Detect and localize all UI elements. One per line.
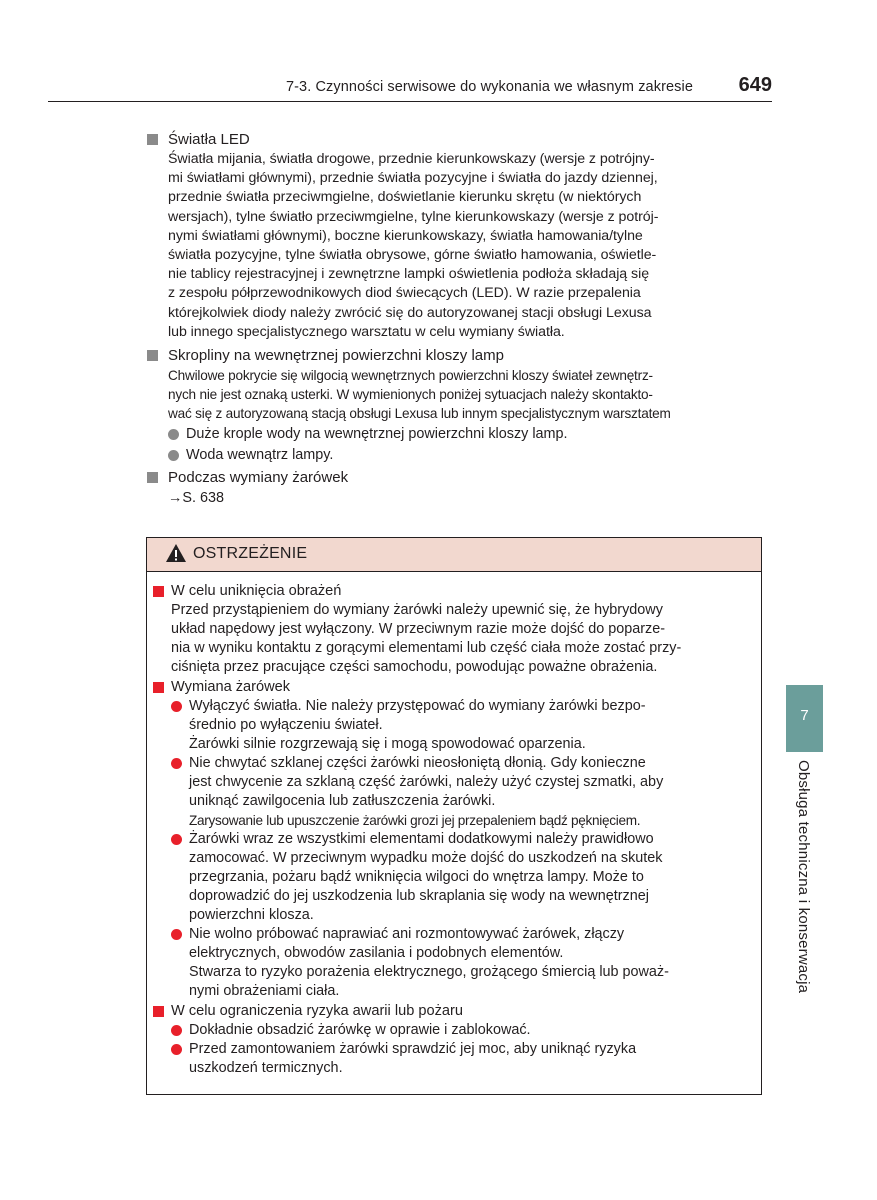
text-line: światła pozycyjne, tylne światła obrysowe, górne światło hamowania, oświetle- — [168, 247, 657, 264]
text-line: zamocować. W przeciwnym wypadku może dojść do uszkodzeń na skutek — [189, 850, 663, 866]
text-line: Żarówki wraz ze wszystkimi elementami dodatkowymi należy prawidłowo — [189, 831, 654, 847]
square-bullet-icon — [147, 472, 158, 483]
warning-list-item — [151, 830, 751, 925]
text-line: lub innego specjalistycznego warsztatu w celu wymiany światła. — [168, 323, 565, 340]
section-heading-condensation: Skropliny na wewnętrznej powierzchni kloszy lamp — [146, 345, 763, 366]
chapter-number: 7 — [800, 707, 809, 724]
warning-text-injury — [151, 601, 751, 677]
text-line: Żarówki silnie rozgrzewają się i mogą spowodować oparzenia. — [189, 736, 586, 752]
text-line: wersjach), tylne światło przeciwmgielne, tylne kierunkowskazy (wersje z potrój- — [168, 208, 659, 225]
text-line: układ napędowy jest wyłączony. W przeciwnym razie może dojść do poparze- — [171, 621, 666, 637]
red-round-bullet-icon — [171, 929, 182, 940]
square-bullet-icon — [147, 350, 158, 361]
red-round-bullet-icon — [171, 1044, 182, 1055]
list-item: Duże krople wody na wewnętrznej powierzchni kloszy lamp. — [146, 424, 763, 445]
red-round-bullet-icon — [171, 758, 182, 769]
warning-body — [151, 581, 751, 1078]
warning-list-item — [151, 1021, 751, 1040]
text-line: średnio po wyłączeniu świateł. — [189, 717, 383, 733]
warning-list-item — [151, 754, 751, 830]
red-round-bullet-icon — [171, 1025, 182, 1036]
warning-list-item — [151, 697, 751, 754]
section-body-condensation — [146, 366, 763, 424]
text-line: którejkolwiek diody należy zwrócić się do autoryzowanej stacji obsługi Lexusa — [168, 304, 652, 321]
page-number: 649 — [738, 74, 772, 96]
text-line: z zespołu półprzewodnikowych diod świecących (LED). W razie przepalenia — [168, 285, 641, 302]
page-reference: →S. 638 — [168, 489, 224, 506]
text-line: Stwarza to ryzyko porażenia elektrycznego, grożącego śmiercią lub poważ- — [189, 964, 669, 980]
red-square-bullet-icon — [153, 682, 164, 693]
warning-heading-injury: W celu uniknięcia obrażeń — [151, 581, 751, 601]
text-line: doprowadzić do jej uszkodzenia lub skraplania się wody na wewnętrznej — [189, 888, 649, 904]
text-line: Chwilowe pokrycie się wilgocią wewnętrznych powierzchni kloszy świateł zewnętrz- — [168, 368, 653, 384]
section-heading-bulb-replacement: Podczas wymiany żarówek — [146, 467, 763, 488]
text-line: nie tablicy rejestracyjnej i zewnętrzne lampki oświetlenia podłoża składają się — [168, 266, 650, 283]
text-line: Przed zamontowaniem żarówki sprawdzić jej moc, aby uniknąć ryzyka — [189, 1041, 637, 1057]
text-line: nymi światłami głównymi), boczne kierunkowskazy, światła hamowania/tylne — [168, 227, 643, 244]
text-line: nymi obrażeniami ciała. — [189, 983, 340, 999]
text-line: Zarysowanie lub upuszczenie żarówki grozi jej przepaleniem bądź pęknięciem. — [189, 813, 641, 828]
text-line: uszkodzeń termicznych. — [189, 1060, 343, 1076]
text-line: Przed przystąpieniem do wymiany żarówki należy upewnić się, że hybrydowy — [171, 602, 663, 618]
warning-list-item — [151, 925, 751, 1001]
text-line: przegrzania, pożaru bądź wniknięcia wilgoci do wnętrza lampy. Może to — [189, 869, 644, 885]
section-title: 7-3. Czynności serwisowe do wykonania we własnym zakresie — [285, 79, 693, 95]
text-line: uniknąć zawilgocenia lub zatłuszczenia żarówki. — [189, 793, 496, 809]
warning-list-item — [151, 1040, 751, 1078]
red-square-bullet-icon — [153, 586, 164, 597]
text-line: przednie światła przeciwmgielne, doświetlanie kierunku skrętu (w niektórych — [168, 189, 642, 206]
chapter-tab[interactable] — [786, 685, 823, 752]
text-line: Dokładnie obsadzić żarówkę w oprawie i zablokować. — [189, 1022, 531, 1038]
text-line: jest chwycenie za szklaną część żarówki, należy użyć czystej szmatki, aby — [189, 774, 664, 790]
warning-heading-fire-risk: W celu ograniczenia ryzyka awarii lub pożaru — [151, 1001, 751, 1021]
text-line: Światła mijania, światła drogowe, przednie kierunkowskazy (wersje z potrójny- — [168, 151, 655, 167]
round-bullet-icon — [168, 429, 179, 440]
text-line: elektrycznych, obwodów zasilania i podobnych elementów. — [189, 945, 564, 961]
text-line: nych nie jest oznaką usterki. W wymienionych poniżej sytuacjach należy skontakto- — [168, 387, 653, 403]
text-line: mi światłami głównymi), przednie światła pozycyjne i światła do jazdy dziennej, — [168, 170, 658, 187]
warning-box — [146, 537, 762, 1095]
warning-header — [147, 538, 761, 572]
text-line: Wyłączyć światła. Nie należy przystępować do wymiany żarówki bezpo- — [189, 698, 646, 714]
text-line: Nie chwytać szklanej części żarówki nieosłoniętą dłonią. Gdy konieczne — [189, 755, 646, 771]
red-round-bullet-icon — [171, 701, 182, 712]
warning-title: OSTRZEŻENIE — [193, 545, 308, 562]
page-header — [48, 70, 772, 102]
square-bullet-icon — [147, 134, 158, 145]
text-line: powierzchni klosza. — [189, 907, 314, 923]
section-body-led — [146, 150, 763, 342]
list-item: Woda wewnątrz lampy. — [146, 445, 763, 466]
red-square-bullet-icon — [153, 1006, 164, 1017]
text-line: nia w wyniku kontaktu z gorącymi elementami lub część ciała może zostać przy- — [171, 640, 682, 656]
text-line: wać się z autoryzowaną stacją obsługi Lexusa lub innym specjalistycznym warsztatem — [168, 406, 671, 422]
text-line: Nie wolno próbować naprawiać ani rozmontowywać żarówek, złączy — [189, 926, 625, 942]
text-line: ciśnięta przez pracujące części samochodu, powodując poważne obrażenia. — [171, 659, 658, 675]
round-bullet-icon — [168, 450, 179, 461]
warning-triangle-icon — [165, 543, 187, 563]
section-heading-led: Światła LED — [146, 129, 763, 150]
chapter-title: Obsługa techniczna i konserwacja — [795, 760, 812, 994]
main-content — [146, 129, 763, 509]
warning-heading-bulb-change: Wymiana żarówek — [151, 677, 751, 697]
red-round-bullet-icon — [171, 834, 182, 845]
